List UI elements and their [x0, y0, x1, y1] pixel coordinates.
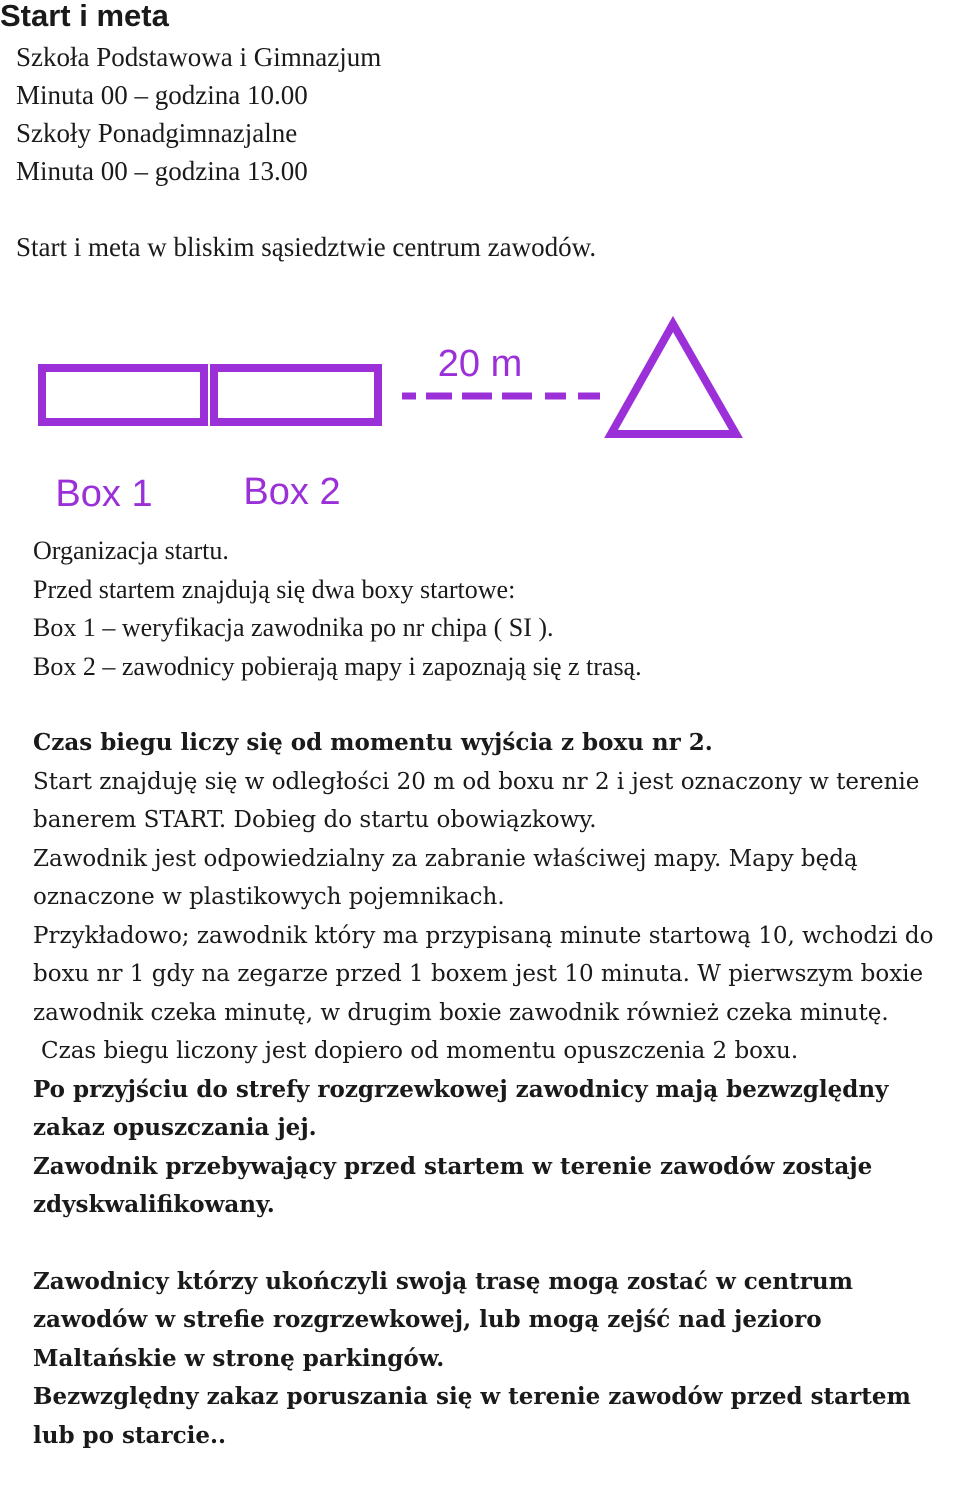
start-triangle-icon [611, 324, 736, 434]
warmup-ban-rule: Po przyjściu do strefy rozgrzewkowej zawodnicy mają bezwzględny zakaz opuszczania jej. [33, 1075, 889, 1141]
after-finish-rule: Zawodnicy którzy ukończyli swoją trasę mogą zostać w centrum zawodów w strefie rozgrzewkowej, lub mogą zejść nad jezioro Maltańskie w stronę parkingów. [33, 1267, 853, 1372]
example-rule: Przykładowo; zawodnik który ma przypisaną minute startową 10, wchodzi do boxu nr 1 gdy na zegarze przed 1 boxem jest 10 minuta. W pierwszym boxie zawodnik czeka minutę, w drugim boxie zawodnik również czeka minutę. [33, 922, 934, 1026]
organization-line: Box 1 – weryfikacja zawodnika po nr chipa ( SI ). [33, 613, 554, 642]
schedule-line: Szkoła Podstawowa i Gimnazjum [16, 42, 382, 72]
time-start-rule: Czas biegu liczy się od momentu wyjścia z boxu nr 2. [33, 729, 713, 756]
box-1-rect [42, 368, 204, 422]
schedule-line: Minuta 00 – godzina 13.00 [16, 156, 308, 186]
start-distance-rule: Start znajduję się w odległości 20 m od boxu nr 2 i jest oznaczony w terenie banerem START. Dobieg do startu obowiązkowy. [33, 768, 920, 833]
distance-label: 20 m [437, 343, 523, 385]
box-2-rect [214, 368, 378, 422]
map-responsibility-rule: Zawodnik jest odpowiedzialny za zabranie właściwej mapy. Mapy będą oznaczone w plastikowych pojemnikach. [33, 845, 858, 910]
main-content [33, 532, 958, 1455]
page-title: Start i meta [0, 0, 169, 33]
start-boxes-diagram [0, 300, 960, 530]
movement-ban-rule: Bezwzględny zakaz poruszania się w terenie zawodów przed startem lub po starcie.. [33, 1383, 911, 1449]
box-1-label: Box 1 [55, 473, 153, 515]
box-2-label: Box 2 [243, 471, 341, 513]
schedule-line: Szkoły Ponadgimnazjalne [16, 118, 298, 148]
organization-line: Przed startem znajdują się dwa boxy startowe: [33, 574, 516, 604]
disqualification-rule: Zawodnik przebywający przed startem w terenie zawodów zostaje zdyskwalifikowany. [33, 1152, 873, 1218]
schedule-line: Minuta 00 – godzina 10.00 [16, 80, 308, 110]
organization-heading: Organizacja startu. [33, 536, 229, 565]
time-counted-rule: Czas biegu liczony jest dopiero od momentu opuszczenia 2 boxu. [41, 1038, 799, 1064]
schedule-block [16, 38, 596, 266]
organization-line: Box 2 – zawodnicy pobierają mapy i zapoznają się z trasą. [33, 651, 642, 681]
location-note: Start i meta w bliskim sąsiedztwie centrum zawodów. [16, 232, 597, 262]
